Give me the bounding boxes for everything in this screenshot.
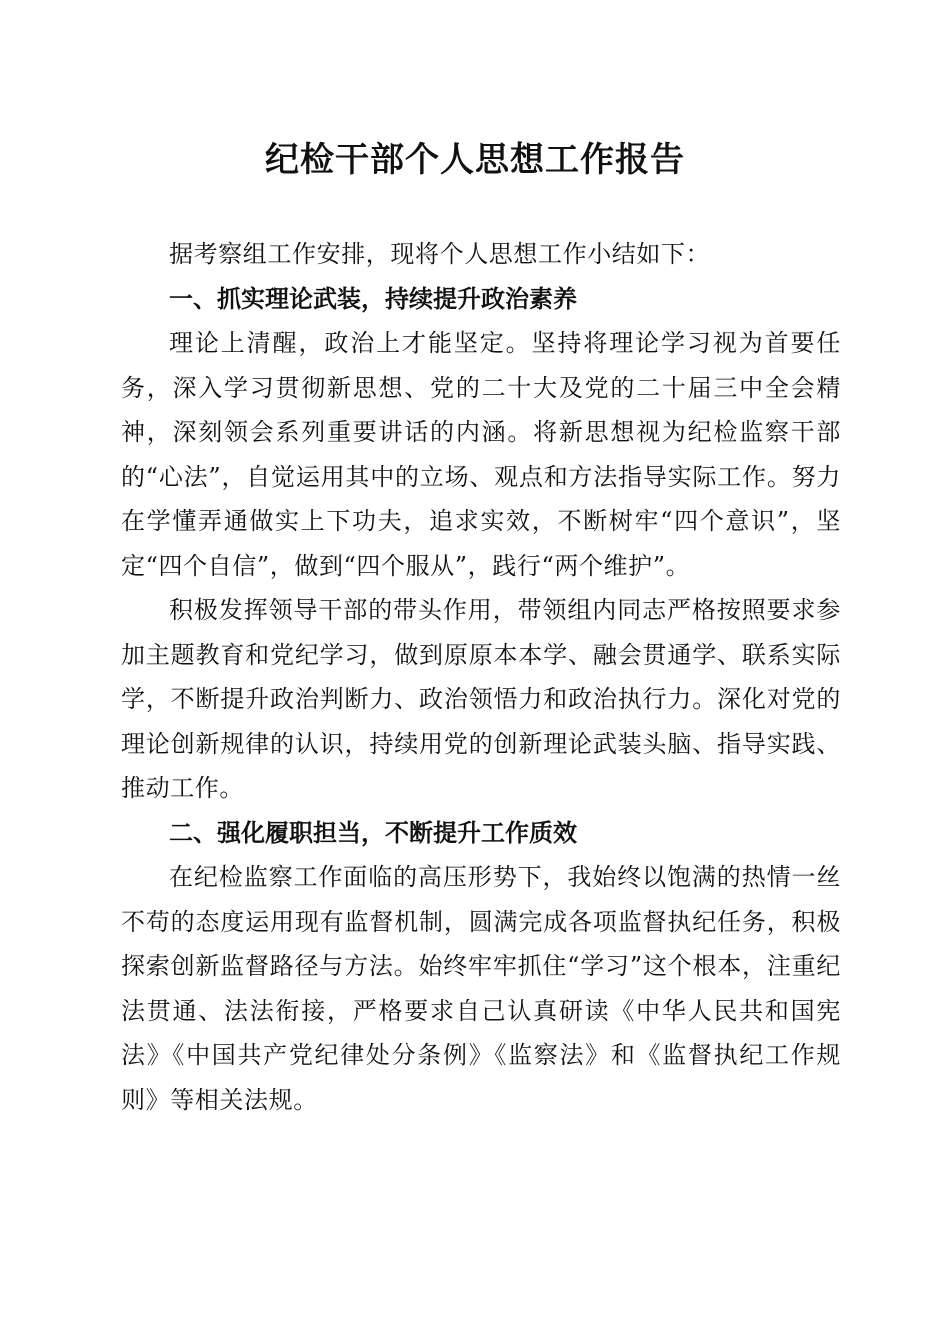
section-heading-2: 二、强化履职担当，不断提升工作质效: [169, 818, 577, 847]
body-paragraph: 积极发挥领导干部的带头作用，带领组内同志严格按照要求参加主题教育和党纪学习，做到原原本本学、融会贯通学、联系实际学，不断提升政治判断力、政治领悟力和政治执行力。深化对党的理论创新规律的认识，持续用党的创新理论武装头脑、指导实践、推动工作。: [121, 596, 841, 802]
document-body: [121, 232, 841, 1122]
document-title: 纪检干部个人思想工作报告: [265, 140, 685, 180]
section-heading-1: 一、抓实理论武装，持续提升政治素养: [169, 284, 577, 313]
intro-paragraph: 据考察组工作安排，现将个人思想工作小结如下：: [169, 240, 711, 268]
body-paragraph: 在纪检监察工作面临的高压形势下，我始终以饱满的热情一丝不苟的态度运用现有监督机制，圆满完成各项监督执纪任务，积极探索创新监督路径与方法。始终牢牢抓住“学习”这个根本，注重纪法贯通、法法衔接，严格要求自己认真研读《中华人民共和国宪法》《中国共产党纪律处分条例》《监察法》和《监督执纪工作规则》等相关法规。: [121, 863, 841, 1114]
body-paragraph: 理论上清醒，政治上才能坚定。坚持将理论学习视为首要任务，深入学习贯彻新思想、党的二十大及党的二十届三中全会精神，深刻领会系列重要讲话的内涵。将新思想视为纪检监察干部的“心法”，自觉运用其中的立场、观点和方法指导实际工作。努力在学懂弄通做实上下功夫，追求实效，不断树牢“四个意识”，坚定“四个自信”，做到“四个服从”，践行“两个维护”。: [121, 329, 841, 580]
